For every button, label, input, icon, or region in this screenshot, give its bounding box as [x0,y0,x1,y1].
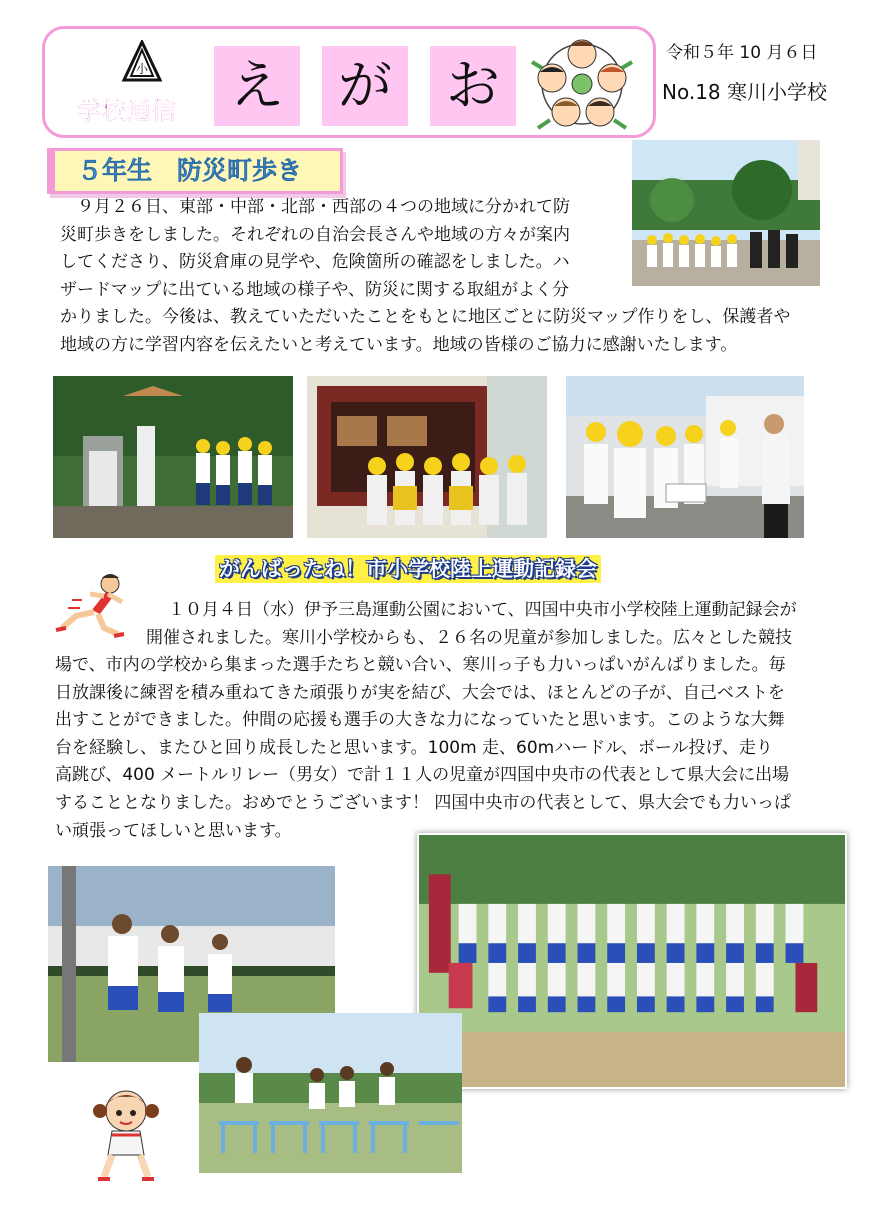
photo-hurdles-race [199,1013,462,1173]
section2-title: がんばったね！市小学校陸上運動記録会 [215,555,601,583]
text-line: してくださり、防災倉庫の見学や、危険箇所の確認をしました。ハ [60,252,570,273]
title-char-o: お [430,46,516,126]
text-line: 地域の方に学習内容を伝えたいと考えています。地域の皆様のご協力に感謝いたします。 [60,334,738,355]
photo-checking-map [566,376,804,538]
text-line: 出すことができました。仲間の応援も選手の大きな力になっていたと思います。このような大舞 [55,710,785,731]
section1-paragraph-bottom [60,304,850,359]
photo-team-group [417,833,847,1089]
children-circle-illustration [528,32,636,136]
text-line: 日放課後に練習を積み重ねてきた頑張りが実を結び、大会では、ほとんどの子が、自己ベストを [55,682,785,703]
title-char-e: え [214,46,300,126]
section2-paragraph-top [146,597,858,652]
text-line: １０月４日（水）伊予三島運動公園において、四国中央市小学校陸上運動記録会が [168,600,797,620]
text-line: かりました。今後は、教えていただいたことをもとに地区ごとに防災マップ作りをし、保護者や [60,307,791,327]
issue-date: 令和５年 10 月６日 [666,43,818,63]
photo-water-gate-visit [53,376,293,538]
text-line: 場で、市内の学校から集まった選手たちと競い合い、寒川っ子も力いっぱいがんばりました。毎 [55,655,786,675]
text-line: 台を経験し、またひと回り成長したと思います。100m 走、60mハードル、ボール投げ、走り [55,737,773,758]
title-char-ga: が [322,46,408,126]
text-line: 災町歩きをしました。それぞれの自治会長さんや地域の方々が案内 [60,224,570,245]
runner-illustration [52,570,134,640]
photo-students-walking [632,140,820,286]
school-emblem-icon [120,40,164,88]
newsletter-label: 学校通信 [76,96,176,124]
text-line: 開催されました。寒川小学校からも、２６名の児童が参加しました。広々とした競技 [146,627,792,648]
section1-paragraph-top [60,194,608,304]
section1-title: ５年生 防災町歩き [47,148,343,194]
girl-runner-illustration [90,1085,162,1185]
emblem-text: 小 [135,62,149,76]
photo-disaster-storehouse [307,376,547,538]
section2-paragraph-bottom [55,652,855,845]
issue-number-school: No.18 寒川小学校 [662,80,828,104]
text-line: することとなりました。おめでとうございます！ 四国中央市の代表として、県大会でも力いっぱ [55,792,792,813]
text-line: 高跳び、400 メートルリレー（男女）で計１１人の児童が四国中央市の代表として県大会に出場 [55,765,790,786]
text-line: ザードマップに出ている地域の様子や、防災に関する取組がよく分 [60,279,569,300]
text-line: い頑張ってほしいと思います。 [55,820,292,841]
text-line: ９月２６日、東部・中部・北部・西部の４つの地域に分かれて防 [60,197,570,217]
